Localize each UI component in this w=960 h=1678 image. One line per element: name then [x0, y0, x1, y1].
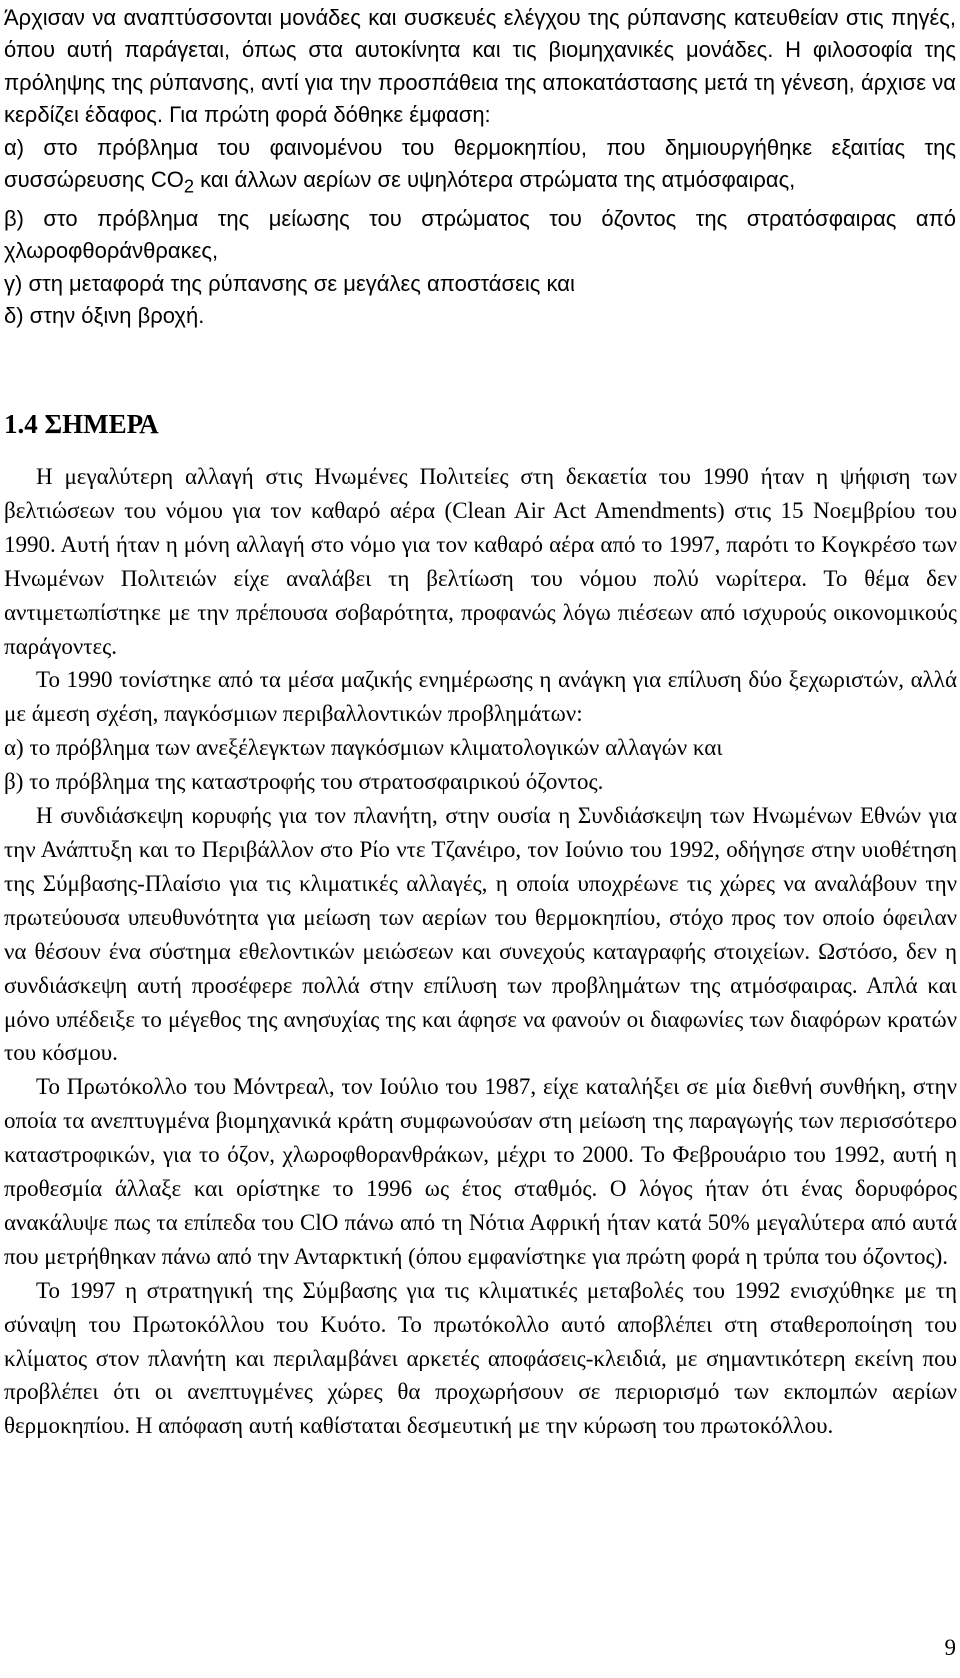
intro-item-a-after: και άλλων αερίων σε υψηλότερα στρώματα της ατμόσφαιρας,	[194, 167, 796, 193]
section-paragraph-2: Το 1990 τονίστηκε από τα μέσα μαζικής ενημέρωσης η ανάγκη για επίλυση δύο ξεχωριστών, αλλά με άμεση σχέση, παγκόσμιων περιβαλλοντικών προβλημάτων:	[4, 667, 957, 727]
co2-subscript: 2	[183, 175, 195, 197]
intro-item-c: γ) στη μεταφορά της ρύπανσης σε μεγάλες αποστάσεις και	[4, 270, 575, 296]
page-number: 9	[944, 1635, 956, 1660]
section-paragraph-2-item-b: β) το πρόβλημα της καταστροφής του στρατοσφαιρικού όζοντος.	[4, 769, 604, 795]
intro-item-a	[4, 132, 956, 203]
section-paragraph-1: Η μεγαλύτερη αλλαγή στις Ηνωμένες Πολιτείες στη δεκαετία του 1990 ήταν η ψήφιση των βελτιώσεων του νόμου για τον καθαρό αέρα (Clean Air Act Amendments) στις 15 Νοεμβρίου του 1990. Αυτή ήταν η μόνη αλλαγή στο νόμο για τον καθαρό αέρα από το 1997, παρότι το Κογκρέσο των Ηνωμένων Πολιτειών είχε αναλάβει τη βελτίωση του νόμου πολύ νωρίτερα. Το θέμα δεν αντιμετωπίστηκε με την πρέπουσα σοβαρότητα, προφανώς λόγω πιέσεων από ισχυρούς οικονομικούς παράγοντες.	[4, 464, 957, 659]
section-body	[4, 460, 957, 1443]
intro-item-b: β) στο πρόβλημα της μείωσης του στρώματος του όζοντος της στρατόσφαιρας από χλωροφθοράνθρακες,	[4, 205, 956, 264]
intro-item-d: δ) στην όξινη βροχή.	[4, 303, 205, 329]
intro-item-a-before: α) στο πρόβλημα του φαινομένου του θερμοκηπίου, που δημιουργήθηκε εξαιτίας της συσσώρευσης CO	[4, 134, 956, 193]
intro-block	[4, 2, 956, 332]
section-paragraph-5: Το 1997 η στρατηγική της Σύμβασης για τις κλιματικές μεταβολές του 1992 ενισχύθηκε με τη σύναψη του Πρωτοκόλλου του Κυότο. Το πρωτόκολλο αυτό αποβλέπει στη σταθεροποίηση του κλίματος στον πλανήτη και περιλαμβάνει αρκετές αποφάσεις-κλειδιά, με σημαντικότερη εκείνη που προβλέπει ότι οι ανεπτυγμένες χώρες θα προχωρήσουν σε περιορισμό των εκπομπών αερίων θερμοκηπίου. Η απόφαση αυτή καθίσταται δεσμευτική με την κύρωση του πρωτοκόλλου.	[4, 1277, 957, 1439]
section-paragraph-2-item-a: α) το πρόβλημα των ανεξέλεγκτων παγκόσμιων κλιματολογικών αλλαγών και	[4, 735, 723, 761]
section-paragraph-3: Η συνδιάσκεψη κορυφής για τον πλανήτη, στην ουσία η Συνδιάσκεψη των Ηνωμένων Εθνών για την Ανάπτυξη και το Περιβάλλον στο Ρίο ντε Τζανέιρο, τον Ιούνιο του 1992, οδήγησε στην υιοθέτηση της Σύμβασης-Πλαίσιο για τις κλιματικές αλλαγές, η οποία υποχρέωνε τις χώρες να αναλάβουν την πρωτεύουσα υπευθυνότητα για μείωση των αερίων του θερμοκηπίου, στόχο προς τον οποίο όφειλαν να θέσουν ένα σύστημα εθελοντικών μειώσεων και συνεχούς καταγραφής στοιχείων. Ωστόσο, δεν η συνδιάσκεψη αυτή προσέφερε πολλά στην επίλυση των προβλημάτων της ατμόσφαιρας. Απλά και μόνο υπέδειξε το μέγεθος της ανησυχίας της και άφησε να φανούν οι διαφωνίες των διαφόρων κρατών του κόσμου.	[4, 803, 957, 1066]
section-heading: 1.4 ΣΗΜΕΡΑ	[4, 409, 159, 439]
section-paragraph-4: Το Πρωτόκολλο του Μόντρεαλ, τον Ιούλιο του 1987, είχε καταλήξει σε μία διεθνή συνθήκη, στην οποία τα ανεπτυγμένα βιομηχανικά κράτη συμφωνούσαν στη μείωση της παραγωγής των περισσότερο καταστροφικών, για το όζον, χλωροφθορανθράκων, μέχρι το 2000. Το Φεβρουάριο του 1992, αυτή η προθεσμία άλλαξε και ορίστηκε το 1996 ως έτος σταθμός. Ο λόγος ήταν ότι ένας δορυφόρος ανακάλυψε πως τα επίπεδα του ClO πάνω από τη Νότια Αφρική ήταν κατά 50% μεγαλύτερα από αυτά που μετρήθηκαν πάνω από την Ανταρκτική (όπου εμφανίστηκε για πρώτη φορά η τρύπα του όζοντος).	[4, 1074, 957, 1269]
intro-paragraph: Άρχισαν να αναπτύσσονται μονάδες και συσκευές ελέγχου της ρύπανσης κατευθείαν στις πηγές, όπου αυτή παράγεται, όπως στα αυτοκίνητα και τις βιομηχανικές μονάδες. Η φιλοσοφία της πρόληψης της ρύπανσης, αντί για την προσπάθεια της αποκατάστασης μετά τη γένεση, άρχισε να κερδίζει έδαφος. Για πρώτη φορά δόθηκε έμφαση:	[4, 5, 956, 128]
